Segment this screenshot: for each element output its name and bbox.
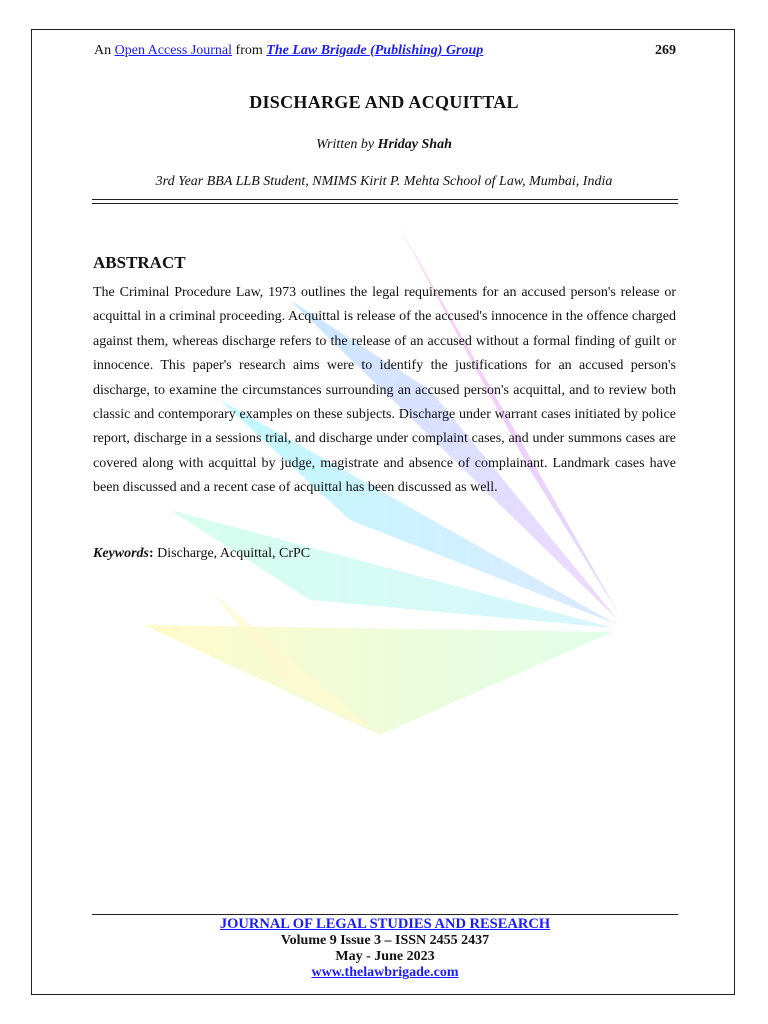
publisher-link[interactable]: The Law Brigade (Publishing) Group (266, 43, 484, 58)
abstract-heading: ABSTRACT (93, 253, 186, 272)
footer-rule (92, 914, 678, 915)
written-by-label: Written by (316, 137, 375, 152)
open-access-journal-link[interactable]: Open Access Journal (114, 43, 233, 58)
article-title: DISCHARGE AND ACQUITTAL (249, 92, 519, 112)
header-prefix: An (94, 43, 112, 58)
abstract-body: The Criminal Procedure Law, 1973 outlines the legal requirements for an accused person's release or acquittal in a criminal proceeding. Acquittal is release of the accused's innocence in the offence charged against them, whereas discharge refers to the release of an accused without a formal finding of guilt or innocence. This paper's research aims were to identify the justifications for an accused person's discharge, to examine the circumstances surrounding an accused person's acquittal, and to review both classic and contemporary examples on these subjects. Discharge under warrant cases initiated by police report, discharge in a sessions trial, and discharge under complaint cases, and under summons cases are covered along with acquittal by judge, magistrate and absence of complainant. Landmark cases have been discussed and a recent case of acquittal has been discussed as well. (93, 285, 676, 496)
keywords (93, 544, 676, 564)
keywords-values: Discharge, Acquittal, CrPC (157, 546, 311, 561)
running-header (94, 42, 676, 60)
keywords-separator: : (149, 546, 154, 561)
journal-name-link[interactable]: JOURNAL OF LEGAL STUDIES AND RESEARCH (219, 916, 551, 932)
page-number: 269 (655, 43, 676, 58)
page-footer (92, 916, 678, 981)
volume-issue: Volume 9 Issue 3 – ISSN 2455 2437 (280, 933, 490, 948)
header-double-rule (92, 199, 678, 204)
byline (92, 137, 676, 153)
author-name: Hriday Shah (377, 137, 452, 152)
issue-date: May - June 2023 (335, 949, 435, 964)
website-link[interactable]: www.thelawbrigade.com (311, 965, 459, 980)
author-affiliation: 3rd Year BBA LLB Student, NMIMS Kirit P. Mehta School of Law, Mumbai, India (155, 174, 613, 189)
header-from: from (235, 43, 263, 58)
keywords-label: Keywords (93, 546, 149, 561)
